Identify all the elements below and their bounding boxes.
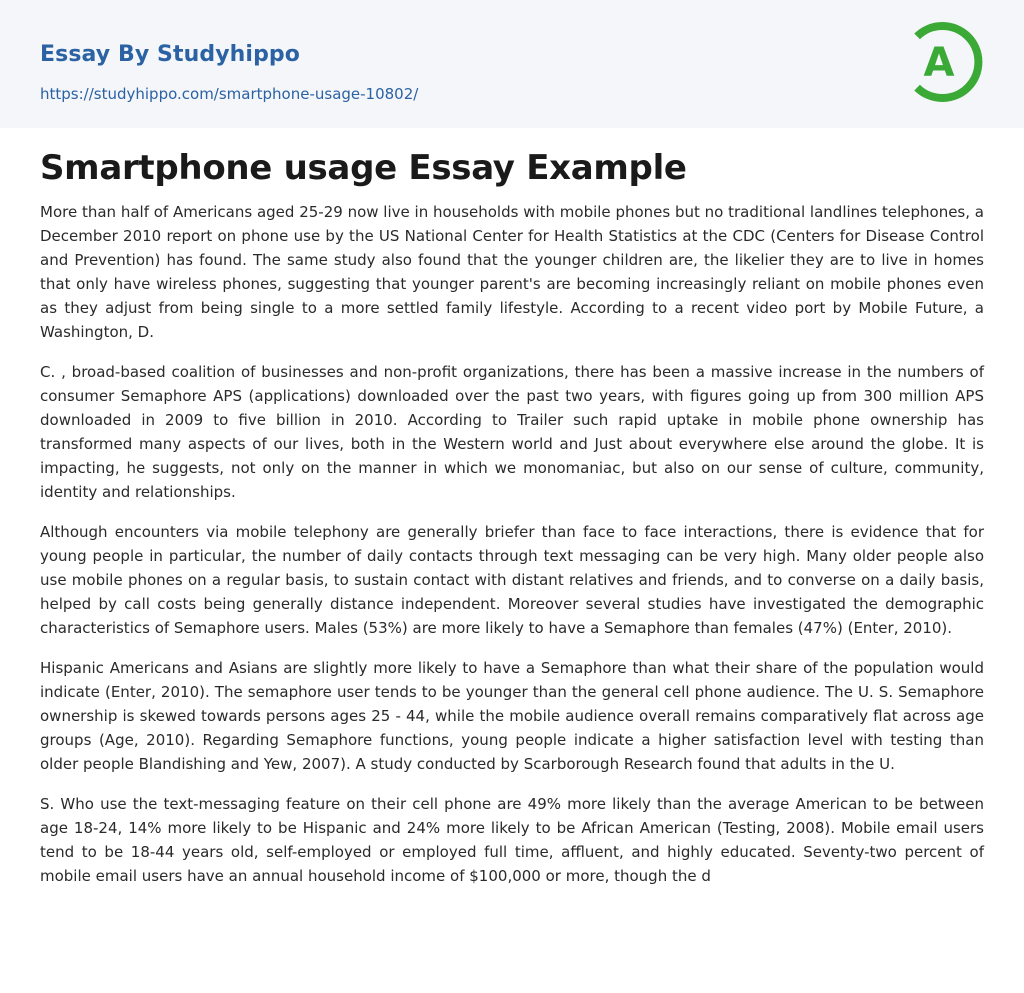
essay-paragraph: S. Who use the text-messaging feature on their cell phone are 49% more likely than the average American to be between age 18-24, 14% more likely to be Hispanic and 24% more likely to be African American (Testing, 2008). Mobile email users tend to be 18-44 years old, self-employed or employed full time, affluent, and highly educated. Seventy-two percent of mobile email users have an annual household income of $100,000 or more, though the d [40, 795, 984, 885]
studyhippo-logo-icon[interactable] [894, 18, 986, 106]
site-title[interactable]: Essay By Studyhippo [40, 42, 300, 67]
essay-paragraph: More than half of Americans aged 25-29 now live in households with mobile phones but no traditional landlines telephones, a December 2010 report on phone use by the US National Center for Health Statistics at the CDC (Centers for Disease Control and Prevention) has found. The same study also found that the younger children are, the likelier they are to live in homes that only have wireless phones, suggesting that younger parent's are becoming increasingly reliant on mobile phones even as they adjust from being single to a more settled family lifestyle. According to a recent video port by Mobile Future, a Washington, D. [40, 203, 984, 341]
logo-letter: A [923, 40, 955, 86]
essay-url-link[interactable]: https://studyhippo.com/smartphone-usage-10802/ [40, 85, 419, 103]
essay-paragraph: Hispanic Americans and Asians are slightly more likely to have a Semaphore than what their share of the population would indicate (Enter, 2010). The semaphore user tends to be younger than the general cell phone audience. The U. S. Semaphore ownership is skewed towards persons ages 25 - 44, while the mobile audience overall remains comparatively flat across age groups (Age, 2010). Regarding Semaphore functions, young people indicate a higher satisfaction level with testing than older people Blandishing and Yew, 2007). A study conducted by Scarborough Research found that adults in the U. [40, 659, 984, 773]
essay-paragraph: C. , broad-based coalition of businesses and non-profit organizations, there has been a massive increase in the numbers of consumer Semaphore APS (applications) downloaded over the past two years, with figures going up from 300 million APS downloaded in 2009 to five billion in 2010. According to Trailer such rapid uptake in mobile phone ownership has transformed many aspects of our lives, both in the Western world and Just about everywhere else around the globe. It is impacting, he suggests, not only on the manner in which we monomaniac, but also on our sense of culture, community, identity and relationships. [40, 363, 984, 501]
essay-paragraph: Although encounters via mobile telephony are generally briefer than face to face interactions, there is evidence that for young people in particular, the number of daily contacts through text messaging can be very high. Many older people also use mobile phones on a regular basis, to sustain contact with distant relatives and friends, and to converse on a daily basis, helped by call costs being generally distance independent. Moreover several studies have investigated the demographic characteristics of Semaphore users. Males (53%) are more likely to have a Semaphore than females (47%) (Enter, 2010). [40, 523, 984, 637]
site-header [0, 0, 1024, 128]
essay-title: Smartphone usage Essay Example [40, 148, 687, 188]
essay-body [40, 200, 984, 888]
logo-svg [894, 18, 986, 106]
main-content [0, 128, 1024, 888]
